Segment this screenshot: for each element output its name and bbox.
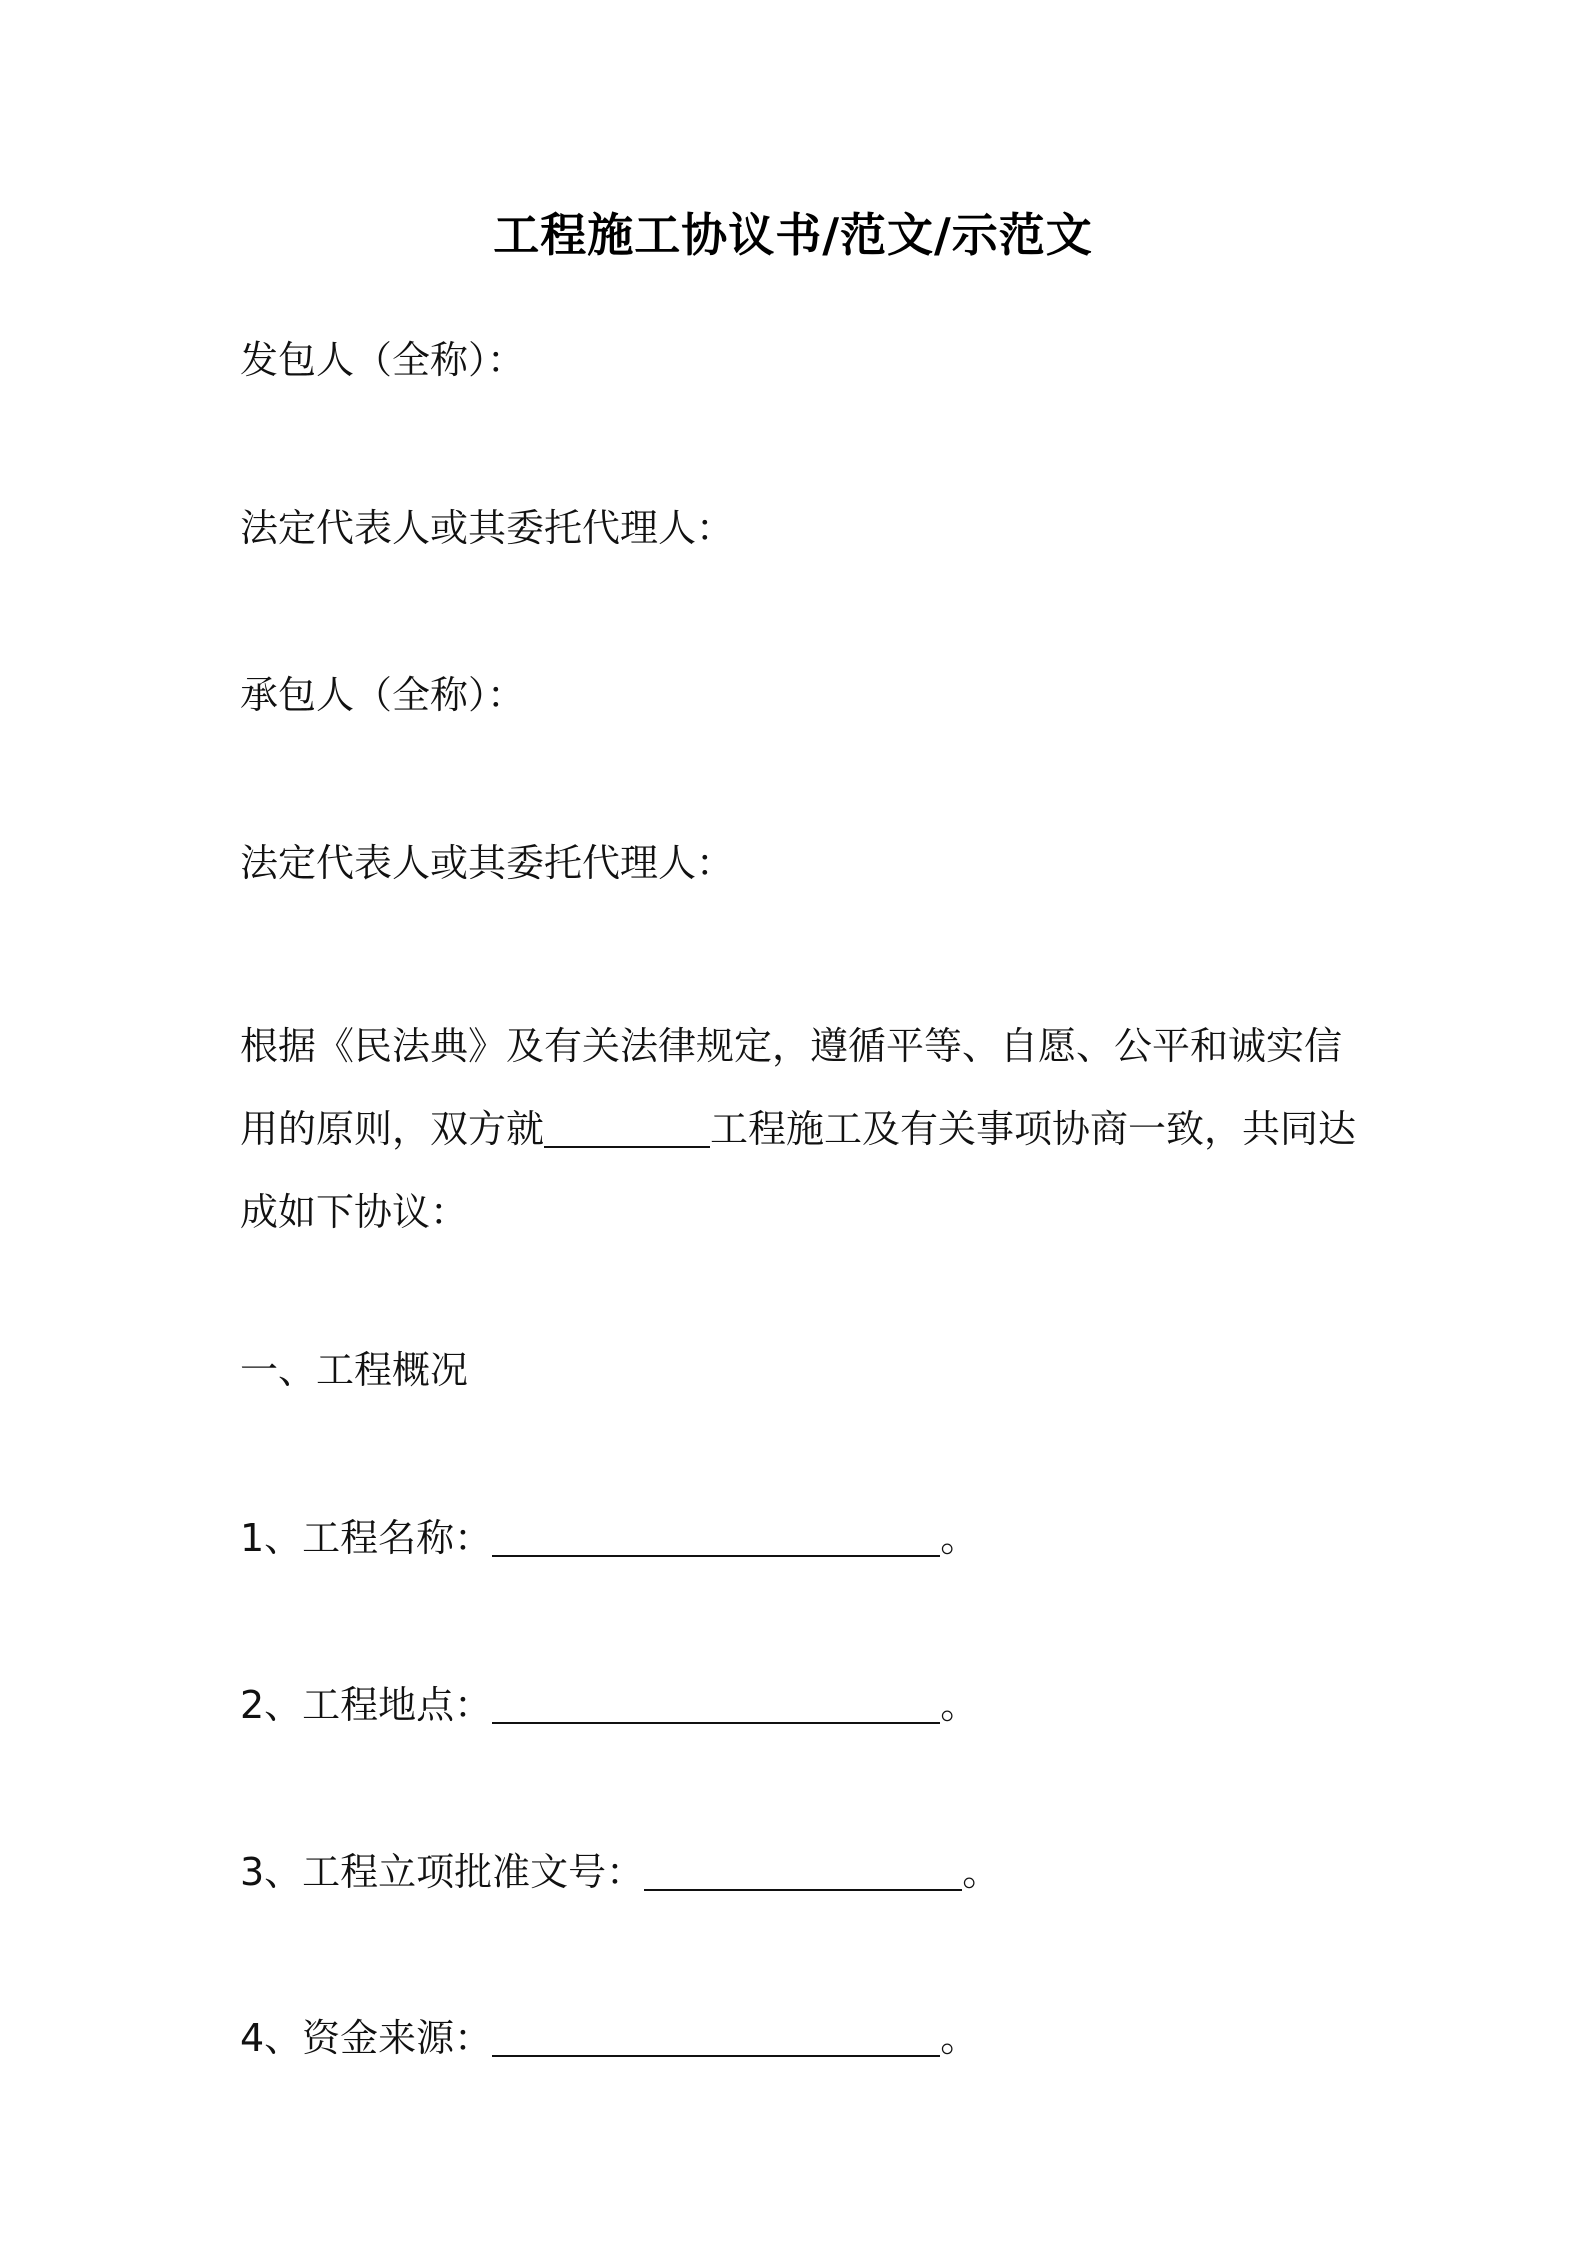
item-project-name [240,1513,978,1563]
project-name-blank [544,1106,710,1148]
fill-blank [492,2015,940,2057]
item-label: 3、工程立项批准文号： [240,1850,645,1894]
section-heading-project-overview: 一、工程概况 [240,1348,469,1392]
document-title: 工程施工协议书/范文/示范文 [493,208,1093,262]
item-project-location [240,1680,978,1730]
item-end: 。 [940,1683,979,1727]
employer-representative-label: 法定代表人或其委托代理人： [240,506,735,550]
item-approval-number [240,1847,1000,1897]
fill-blank [492,1515,940,1557]
contractor-representative-label: 法定代表人或其委托代理人： [240,841,735,885]
item-label: 1、工程名称： [240,1516,493,1560]
item-label: 2、工程地点： [240,1683,493,1727]
preamble-text-start: 根据《民法典》及有关法律规定，遵循平等、自愿、公平和诚实信用的原则，双方就 [240,1024,1343,1151]
employer-label: 发包人（全称）： [240,338,526,382]
fill-blank [644,1849,962,1891]
preamble-paragraph [240,1005,1360,1254]
item-end: 。 [940,2016,979,2060]
preamble-text-end: 工程施工及有关事项协商一致，共同达成如下协议： [240,1107,1357,1234]
item-end: 。 [940,1516,979,1560]
contractor-label: 承包人（全称）： [240,673,526,717]
item-end: 。 [962,1850,1001,1894]
item-label: 4、资金来源： [240,2016,493,2060]
item-funding-source [240,2013,978,2063]
fill-blank [492,1682,940,1724]
